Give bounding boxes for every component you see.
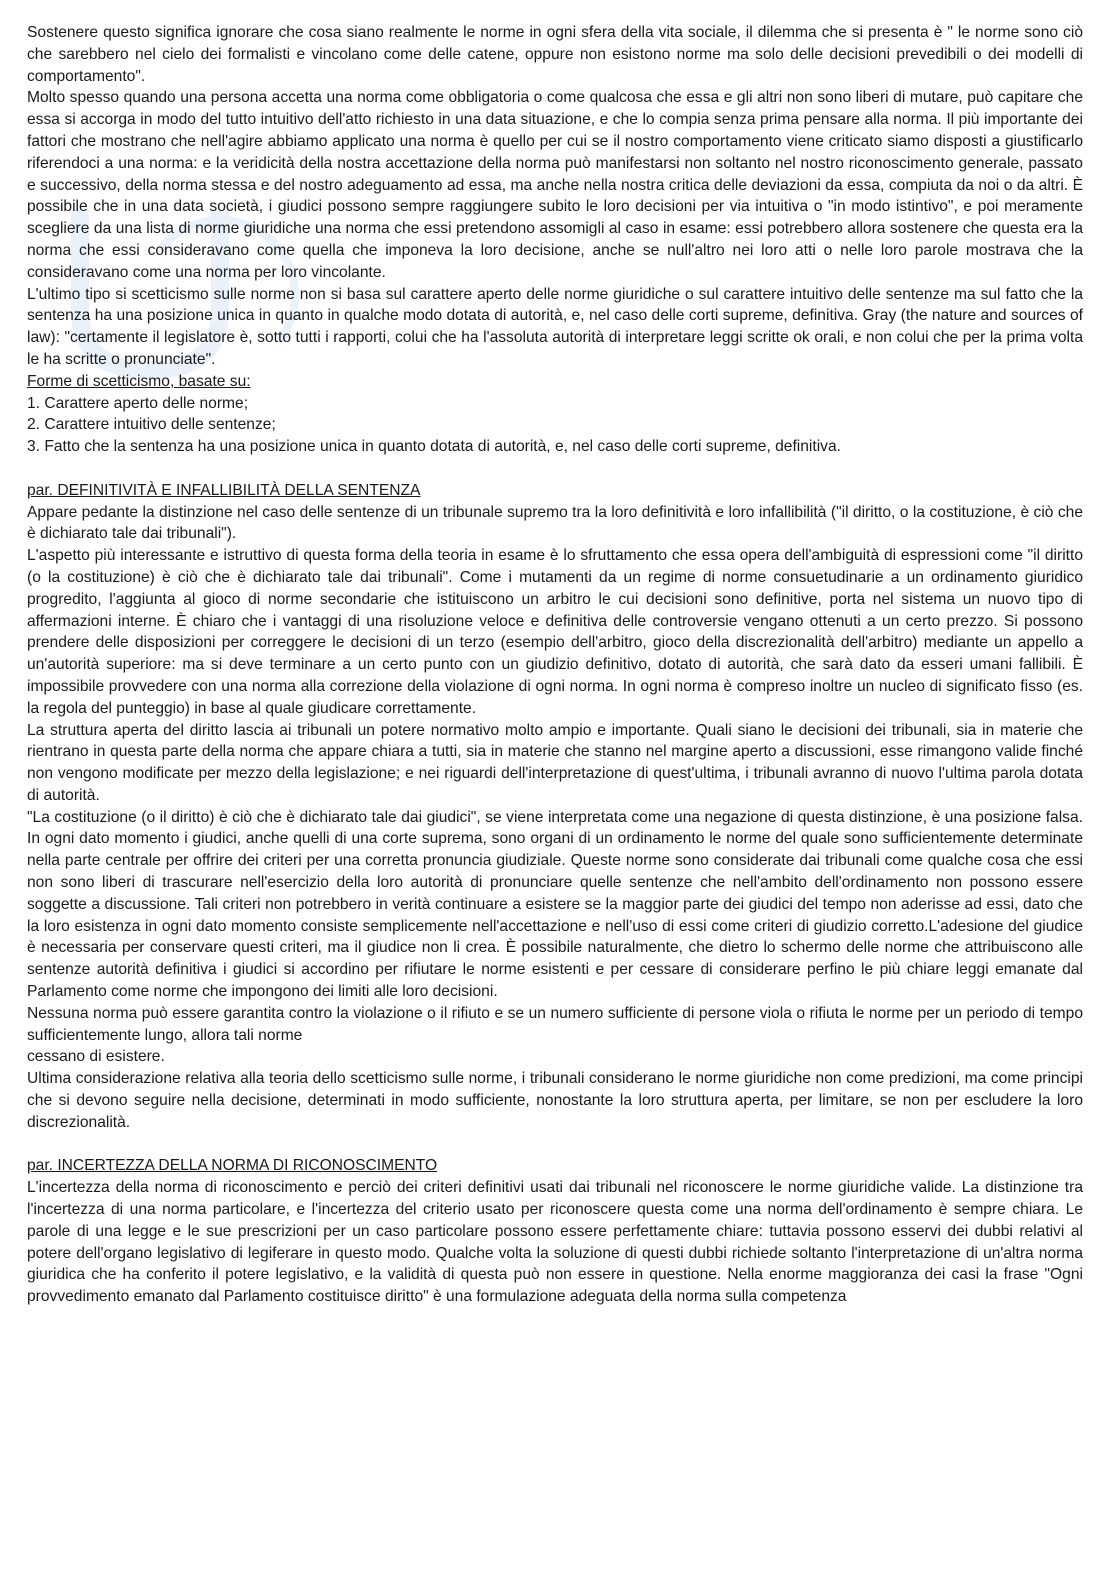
list-item: 2. Carattere intuitivo delle sentenze; [27,416,276,434]
paragraph: Nessuna norma può essere garantita contro la violazione o il rifiuto e se un numero sufficiente di persone viola o rifiuta le norme per un periodo di tempo sufficientemente lungo, allora tali norme [27,1004,1083,1044]
section-heading: par. DEFINITIVITÀ E INFALLIBILITÀ DELLA SENTENZA [27,481,421,499]
list-title: Forme di scetticismo, basate su: [27,372,251,390]
spacer [27,1134,1083,1156]
section-heading: par. INCERTEZZA DELLA NORMA DI RICONOSCIMENTO [27,1157,438,1175]
paragraph: Sostenere questo significa ignorare che cosa siano realmente le norme in ogni sfera della vita sociale, il dilemma che si presenta è " le norme sono ciò che sarebbero nel cielo dei formalisti e vincolano come delle catene, oppure non esistono norme ma solo delle decisioni prevedibili o dei modelli di comportamento". [27,24,1083,85]
list-item: 1. Carattere aperto delle norme; [27,394,249,412]
paragraph: L'incertezza della norma di riconoscimento e perciò dei criteri definitivi usati dai tribunali nel riconoscere le norme giuridiche valide. La distinzione tra l'incertezza di una norma particolare, e l'incertezza del criterio usato per riconoscere questa come una norma dell'ordinamento è sempre chiara. Le parole di una legge e le sue prescrizioni per un caso particolare possono essere perfettamente chiare: tuttavia possono esservi dei dubbi relativi al potere dell'organo legislativo di legiferare in questo modo. Qualche volta la soluzione di questi dubbi richiede soltanto l'interpretazione di un'altra norma giuridica che ha conferito il potere legislativo, e la validità di questa può non essere in questione. Nella enorme maggioranza dei casi la frase "Ogni provvedimento emanato dal Parlamento costituisce diritto" è una formulazione adeguata della norma sulla competenza [27,1179,1083,1306]
spacer [27,458,1083,480]
paragraph: L'aspetto più interessante e istruttivo di questa forma della teoria in esame è lo sfruttamento che essa opera dell'ambiguità di espressioni come "il diritto (o la costituzione) è ciò che è dichiarato tale dai tribunali". Come i mutamenti da un regime di norme consuetudinarie a un ordinamento giuridico progredito, l'aggiunta al gioco di norme secondarie che istituiscono un arbitro le cui decisioni sono definitive, porta nel sistema un nuovo tipo di affermazioni interne. È chiaro che i vantaggi di una risoluzione veloce e definitiva delle controversie vengano ottenuti a un certo prezzo. Si possono prendere delle disposizioni per correggere le decisioni di un terzo (esempio dell'arbitro, gioco della discrezionalità dell'arbitro) mediante un appello a un'autorità superiore: ma si deve terminare a un certo punto con un giudizio definitivo, dotato di autorità, che sarà dato da esseri umani fallibili. È impossibile provvedere con una norma alla correzione della violazione di ogni norma. In ogni norma è compreso inoltre un nucleo di significato fisso (es. la regola del punteggio) in base al quale giudicare correttamente. [27,547,1083,717]
paragraph: La struttura aperta del diritto lascia ai tribunali un potere normativo molto ampio e importante. Quali siano le decisioni dei tribunali, sia in materie che rientrano in questa parte della norma che appare chiara a tutti, sia in materie che stanno nel margine aperto a discussioni, esse rimangono valide finché non vengono modificate per mezzo della legislazione; e nei riguardi dell'interpretazione di quest'ultima, i tribunali avranno di nuovo l'ultima parola dotata di autorità. [27,721,1083,804]
paragraph: cessano di esistere. [27,1048,165,1066]
paragraph: Appare pedante la distinzione nel caso delle sentenze di un tribunale supremo tra la loro definitività e loro infallibilità ("il diritto, o la costituzione, è ciò che è dichiarato tale dai tribunali"). [27,503,1083,543]
document-page [27,22,1083,1308]
paragraph: Molto spesso quando una persona accetta una norma come obbligatoria o come qualcosa che essa e gli altri non sono liberi di mutare, può capitare che essa si accorga in modo del tutto intuitivo dell'atto richiesto in una data situazione, e che lo compia senza prima pensare alla norma. Il più importante dei fattori che mostrano che nell'agire abbiamo applicato una norma è quello per cui se il nostro comportamento viene criticato siamo disposti a giustificarlo riferendoci a una norma: e la veridicità della nostra accettazione della norma può manifestarsi non soltanto nel nostro riconoscimento generale, passato e successivo, della norma stessa e del nostro adeguamento ad essa, ma anche nella nostra critica delle deviazioni da essa, compiuta da noi o da altri. È possibile che in una data società, i giudici possono sempre raggiungere subito le loro decisioni per via intuitiva o "in modo istintivo", e poi meramente scegliere da una lista di norme giuridiche una norma che essi pretendono assomigli al caso in esame: essi potrebbero allora sostenere che questa era la norma che essi consideravano come quella che imponeva la loro decisione, anche se null'altro nei loro atti o nelle loro parole mostrava che la consideravano come una norma per loro vincolante. [27,89,1083,281]
paragraph: L'ultimo tipo si scetticismo sulle norme non si basa sul carattere aperto delle norme giuridiche o sul carattere intuitivo delle sentenze ma sul fatto che la sentenza ha una posizione unica in quanto in qualche modo dotata di autorità, e, nel caso delle corti supreme, definitiva. Gray (the nature and sources of law): "certamente il legislatore è, sotto tutti i rapporti, colui che ha l'assoluta autorità di interpretare leggi scritte ok orali, e non colui che per la prima volta le ha scritte o pronunciate". [27,285,1083,368]
paragraph: "La costituzione (o il diritto) è ciò che è dichiarato tale dai giudici", se viene interpretata come una negazione di questa distinzione, è una posizione falsa. In ogni dato momento i giudici, anche quelli di una corte suprema, sono organi di un ordinamento le norme del quale sono sufficientemente determinate nella parte centrale per offrire dei criteri per una corretta pronuncia giudiziale. Queste norme sono considerate dai tribunali come qualche cosa che essi non sono liberi di trascurare nell'esercizio della loro autorità di pronunciare quelle sentenze che nell'ambito dell'ordinamento non possono essere soggette a discussione. Tali criteri non potrebbero in verità continuare a esistere se la maggior parte dei giudici del tempo non aderisse ad essi, dato che la loro esistenza in ogni dato momento consiste semplicemente nell'accettazione e nell'uso di essi come criteri di giudizio corretto.L'adesione del giudice è necessaria per conservare questi criteri, ma il giudice non li crea. È possibile naturalmente, che dietro lo schermo delle norme che attribuiscono alle sentenze autorità definitiva i giudici si accordino per rifiutare le norme esistenti e per cessare di considerare perfino le più chiare leggi emanate dal Parlamento come norme che impongono dei limiti alle loro decisioni. [27,808,1083,1001]
list-item: 3. Fatto che la sentenza ha una posizione unica in quanto dotata di autorità, e, nel caso delle corti supreme, definitiva. [27,438,841,456]
paragraph: Ultima considerazione relativa alla teoria dello scetticismo sulle norme, i tribunali considerano le norme giuridiche non come predizioni, ma come principi che si devono seguire nella decisione, determinati in modo sufficiente, nonostante la loro struttura aperta, per limitare, se non per escludere la loro discrezionalità. [27,1070,1083,1131]
